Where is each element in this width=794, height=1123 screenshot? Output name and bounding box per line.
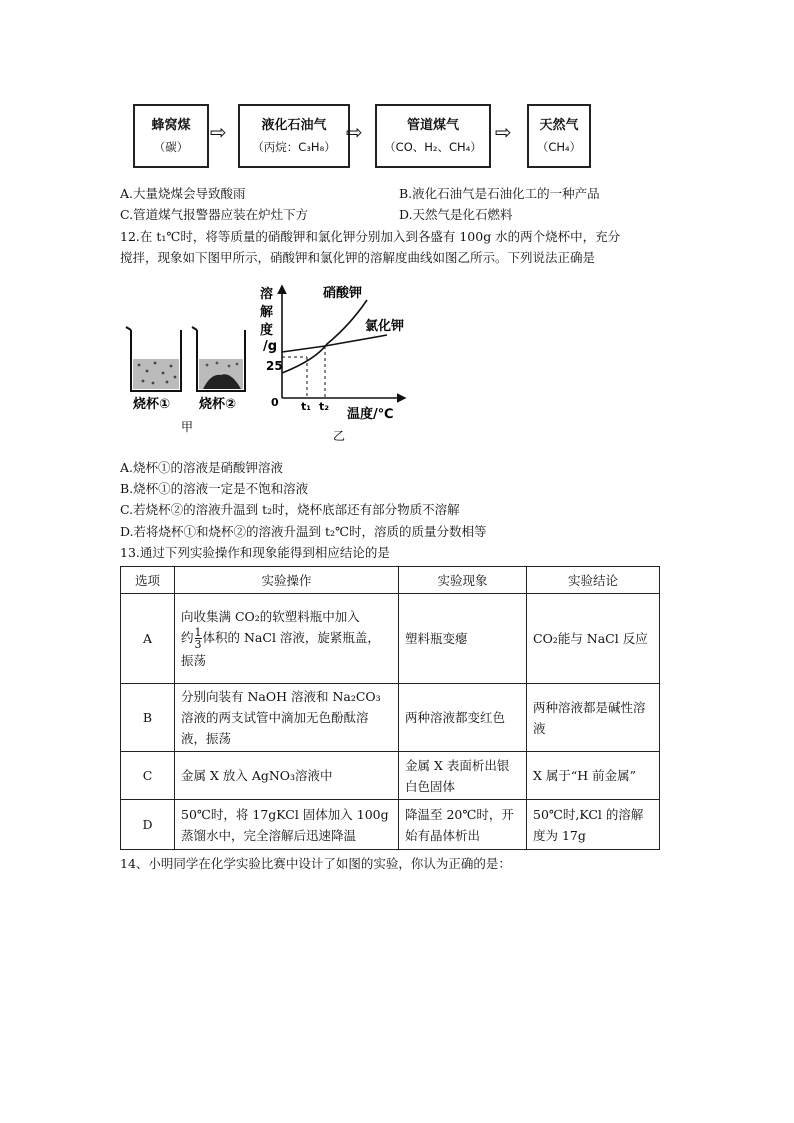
flow-arrow: ⇨ bbox=[210, 120, 227, 144]
series-label-kno3: 硝酸钾 bbox=[323, 286, 363, 301]
q12-stem-line2: 搅拌，现象如下图甲所示，硝酸钾和氯化钾的溶解度曲线如图乙所示。下列说法正确是 bbox=[120, 250, 596, 265]
q13-stem: 13.通过下列实验操作和现象能得到相应结论的是 bbox=[120, 545, 390, 560]
figure-label-jia: 甲 bbox=[181, 420, 194, 434]
y-tick-label: 25 bbox=[266, 359, 283, 373]
option-cell: D bbox=[121, 800, 175, 850]
table-row bbox=[121, 752, 660, 800]
x-tick-label-t1: t₁ bbox=[301, 400, 312, 413]
beaker-2-label: 烧杯② bbox=[199, 397, 237, 412]
y-axis-label-4: /g bbox=[263, 339, 278, 354]
phenomenon-cell: 降温至 20℃时，开始有晶体析出 bbox=[399, 800, 527, 850]
beaker-2 bbox=[192, 327, 245, 391]
table-header-row bbox=[121, 567, 660, 594]
table-header-cell: 实验现象 bbox=[399, 567, 527, 594]
q13-table bbox=[120, 566, 660, 850]
option-cell: B bbox=[121, 684, 175, 752]
flow-arrow: ⇨ bbox=[346, 120, 363, 144]
conclusion-cell: 两种溶液都是碱性溶液 bbox=[527, 684, 660, 752]
operation-cell bbox=[175, 594, 399, 684]
phenomenon-cell: 两种溶液都变红色 bbox=[399, 684, 527, 752]
q11-option-a: A.大量烧煤会导致酸雨 bbox=[120, 186, 246, 201]
x-axis-label: 温度/℃ bbox=[347, 407, 394, 422]
q14-stem: 14、小明同学在化学实验比赛中设计了如图的实验，你认为正确的是： bbox=[120, 856, 511, 871]
phenomenon-cell: 金属 X 表面析出银白色固体 bbox=[399, 752, 527, 800]
conclusion-cell: CO₂能与 NaCl 反应 bbox=[527, 594, 660, 684]
y-axis-label-1: 溶 bbox=[260, 287, 274, 302]
option-cell: C bbox=[121, 752, 175, 800]
flow-box-lpg: 液化石油气 （丙烷：C₃H₈） bbox=[238, 104, 350, 168]
operation-line: 振荡 bbox=[181, 653, 207, 668]
table-row bbox=[121, 800, 660, 850]
option-cell: A bbox=[121, 594, 175, 684]
beaker-1-label: 烧杯① bbox=[133, 397, 171, 412]
conclusion-cell: X 属于“H 前金属” bbox=[527, 752, 660, 800]
q12-option-d: D.若将烧杯①和烧杯②的溶液升温到 t₂℃时，溶质的质量分数相等 bbox=[120, 524, 487, 539]
series-line-kno3 bbox=[282, 300, 367, 373]
table-row bbox=[121, 594, 660, 684]
fraction-denominator: 3 bbox=[194, 638, 202, 651]
table-header-cell: 选项 bbox=[121, 567, 175, 594]
operation-cell: 分别向装有 NaOH 溶液和 Na₂CO₃溶液的两支试管中滴加无色酚酞溶液，振荡 bbox=[175, 684, 399, 752]
q12-stem-line1: 12.在 t₁℃时，将等质量的硝酸钾和氯化钾分别加入到各盛有 100g 水的两个烧杯中，充分 bbox=[120, 229, 621, 244]
series-label-kcl: 氯化钾 bbox=[365, 319, 405, 334]
q11-option-d: D.天然气是化石燃料 bbox=[399, 207, 513, 222]
operation-text: 约 bbox=[181, 630, 194, 645]
beaker-figure bbox=[125, 325, 255, 437]
fraction bbox=[195, 627, 202, 650]
q11-option-c: C.管道煤气报警器应装在炉灶下方 bbox=[120, 207, 309, 222]
operation-cell: 金属 X 放入 AgNO₃溶液中 bbox=[175, 752, 399, 800]
table-row bbox=[121, 684, 660, 752]
origin-label: 0 bbox=[271, 396, 279, 409]
q12-option-c: C.若烧杯②的溶液升温到 t₂时，烧杯底部还有部分物质不溶解 bbox=[120, 502, 460, 517]
operation-line bbox=[181, 627, 392, 650]
figure-label-yi: 乙 bbox=[333, 429, 346, 443]
q12-option-b: B.烧杯①的溶液一定是不饱和溶液 bbox=[120, 481, 309, 496]
operation-text: 体积的 NaCl 溶液，旋紧瓶盖， bbox=[202, 630, 380, 645]
q11-option-b: B.液化石油气是石油化工的一种产品 bbox=[399, 186, 600, 201]
conclusion-cell: 50℃时,KCl 的溶解度为 17g bbox=[527, 800, 660, 850]
y-axis-label-3: 度 bbox=[260, 323, 274, 338]
beaker-1 bbox=[126, 327, 181, 391]
q12-option-a: A.烧杯①的溶液是硝酸钾溶液 bbox=[120, 460, 284, 475]
flow-arrow: ⇨ bbox=[495, 120, 512, 144]
flow-box-pipe-gas: 管道煤气 （CO、H₂、CH₄） bbox=[375, 104, 491, 168]
operation-cell: 50℃时，将 17gKCl 固体加入 100g 蒸馏水中，完全溶解后迅速降温 bbox=[175, 800, 399, 850]
operation-line: 向收集满 CO₂的软塑料瓶中加入 bbox=[181, 609, 360, 624]
x-tick-label-t2: t₂ bbox=[319, 400, 330, 413]
flow-box-natural-gas: 天然气 （CH₄） bbox=[527, 104, 591, 168]
phenomenon-cell: 塑料瓶变瘪 bbox=[399, 594, 527, 684]
table-header-cell: 实验操作 bbox=[175, 567, 399, 594]
solubility-chart bbox=[255, 280, 415, 445]
y-axis-label-2: 解 bbox=[260, 305, 274, 320]
table-header-cell: 实验结论 bbox=[527, 567, 660, 594]
fraction-numerator: 1 bbox=[194, 626, 202, 639]
flow-box-coal: 蜂窝煤 （碳） bbox=[133, 104, 209, 168]
